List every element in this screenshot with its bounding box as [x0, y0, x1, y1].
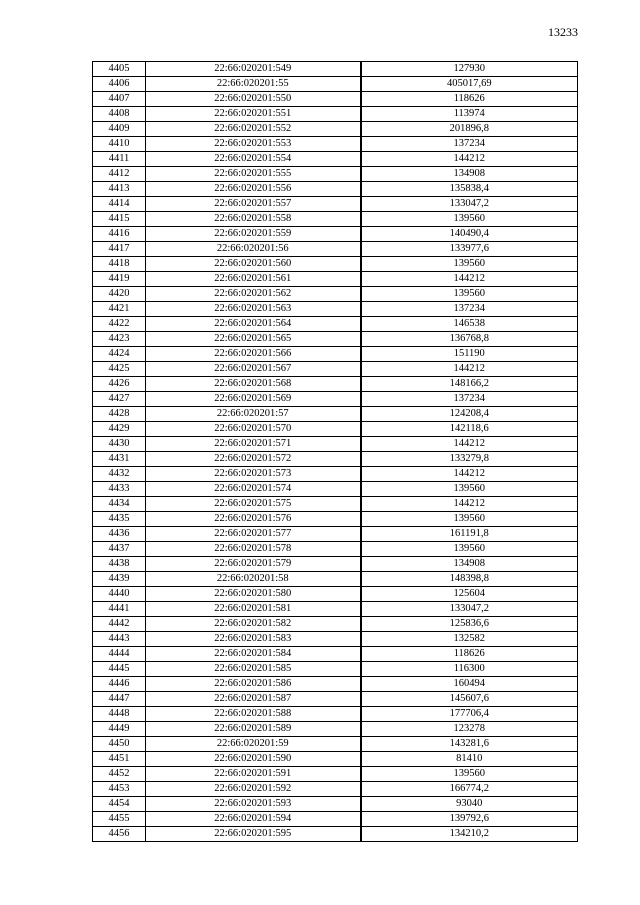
- cadastral-number-cell: 22:66:020201:559: [146, 227, 361, 242]
- table-row: [93, 437, 578, 452]
- cadastral-number-cell: 22:66:020201:578: [146, 542, 361, 557]
- cadastral-value-cell: 113974: [361, 107, 578, 122]
- table-row: [93, 602, 578, 617]
- table-row: [93, 377, 578, 392]
- table-row: [93, 167, 578, 182]
- cadastral-value-table: [92, 61, 578, 842]
- cadastral-value-cell: 136768,8: [361, 332, 578, 347]
- cadastral-value-cell: 124208,4: [361, 407, 578, 422]
- cadastral-number-cell: 22:66:020201:583: [146, 632, 361, 647]
- table-row: [93, 677, 578, 692]
- row-number-cell: 4452: [93, 767, 146, 782]
- row-number-cell: 4424: [93, 347, 146, 362]
- row-number-cell: 4441: [93, 602, 146, 617]
- row-number-cell: 4444: [93, 647, 146, 662]
- row-number-cell: 4436: [93, 527, 146, 542]
- table-row: [93, 827, 578, 842]
- cadastral-value-cell: 118626: [361, 647, 578, 662]
- row-number-cell: 4439: [93, 572, 146, 587]
- table-row: [93, 767, 578, 782]
- row-number-cell: 4428: [93, 407, 146, 422]
- cadastral-number-cell: 22:66:020201:56: [146, 242, 361, 257]
- row-number-cell: 4406: [93, 77, 146, 92]
- table-row: [93, 737, 578, 752]
- cadastral-number-cell: 22:66:020201:582: [146, 617, 361, 632]
- cadastral-value-cell: 125836,6: [361, 617, 578, 632]
- row-number-cell: 4419: [93, 272, 146, 287]
- row-number-cell: 4449: [93, 722, 146, 737]
- row-number-cell: 4437: [93, 542, 146, 557]
- cadastral-value-cell: 148166,2: [361, 377, 578, 392]
- row-number-cell: 4429: [93, 422, 146, 437]
- table-row: [93, 542, 578, 557]
- cadastral-value-cell: 140490,4: [361, 227, 578, 242]
- cadastral-number-cell: 22:66:020201:568: [146, 377, 361, 392]
- table-row: [93, 77, 578, 92]
- cadastral-value-cell: 118626: [361, 92, 578, 107]
- cadastral-value-cell: 93040: [361, 797, 578, 812]
- cadastral-value-cell: 161191,8: [361, 527, 578, 542]
- row-number-cell: 4414: [93, 197, 146, 212]
- cadastral-value-cell: 144212: [361, 272, 578, 287]
- cadastral-number-cell: 22:66:020201:555: [146, 167, 361, 182]
- cadastral-number-cell: 22:66:020201:573: [146, 467, 361, 482]
- cadastral-value-cell: 137234: [361, 302, 578, 317]
- cadastral-number-cell: 22:66:020201:585: [146, 662, 361, 677]
- table-row: [93, 722, 578, 737]
- cadastral-value-cell: 137234: [361, 137, 578, 152]
- table-row: [93, 152, 578, 167]
- row-number-cell: 4453: [93, 782, 146, 797]
- table-row: [93, 752, 578, 767]
- row-number-cell: 4440: [93, 587, 146, 602]
- table-row: [93, 587, 578, 602]
- cadastral-value-cell: 125604: [361, 587, 578, 602]
- cadastral-value-cell: 160494: [361, 677, 578, 692]
- cadastral-value-cell: 137234: [361, 392, 578, 407]
- cadastral-value-cell: 134908: [361, 167, 578, 182]
- cadastral-number-cell: 22:66:020201:557: [146, 197, 361, 212]
- cadastral-number-cell: 22:66:020201:556: [146, 182, 361, 197]
- row-number-cell: 4411: [93, 152, 146, 167]
- table-row: [93, 197, 578, 212]
- row-number-cell: 4435: [93, 512, 146, 527]
- row-number-cell: 4409: [93, 122, 146, 137]
- table-row: [93, 527, 578, 542]
- cadastral-number-cell: 22:66:020201:572: [146, 452, 361, 467]
- cadastral-value-cell: 123278: [361, 722, 578, 737]
- cadastral-number-cell: 22:66:020201:574: [146, 482, 361, 497]
- cadastral-number-cell: 22:66:020201:570: [146, 422, 361, 437]
- row-number-cell: 4445: [93, 662, 146, 677]
- row-number-cell: 4423: [93, 332, 146, 347]
- cadastral-number-cell: 22:66:020201:592: [146, 782, 361, 797]
- table-row: [93, 227, 578, 242]
- cadastral-value-cell: 133977,6: [361, 242, 578, 257]
- row-number-cell: 4416: [93, 227, 146, 242]
- cadastral-number-cell: 22:66:020201:584: [146, 647, 361, 662]
- cadastral-number-cell: 22:66:020201:552: [146, 122, 361, 137]
- row-number-cell: 4456: [93, 827, 146, 842]
- table-row: [93, 137, 578, 152]
- cadastral-number-cell: 22:66:020201:579: [146, 557, 361, 572]
- table-row: [93, 107, 578, 122]
- cadastral-number-cell: 22:66:020201:576: [146, 512, 361, 527]
- cadastral-value-cell: 139560: [361, 287, 578, 302]
- row-number-cell: 4450: [93, 737, 146, 752]
- cadastral-value-cell: 405017,69: [361, 77, 578, 92]
- row-number-cell: 4446: [93, 677, 146, 692]
- cadastral-number-cell: 22:66:020201:588: [146, 707, 361, 722]
- cadastral-number-cell: 22:66:020201:564: [146, 317, 361, 332]
- cadastral-number-cell: 22:66:020201:550: [146, 92, 361, 107]
- cadastral-value-cell: 145607,6: [361, 692, 578, 707]
- cadastral-number-cell: 22:66:020201:586: [146, 677, 361, 692]
- cadastral-value-cell: 81410: [361, 752, 578, 767]
- cadastral-number-cell: 22:66:020201:560: [146, 257, 361, 272]
- table-row: [93, 242, 578, 257]
- cadastral-value-cell: 127930: [361, 62, 578, 77]
- row-number-cell: 4415: [93, 212, 146, 227]
- table-row: [93, 92, 578, 107]
- cadastral-value-cell: 134210,2: [361, 827, 578, 842]
- row-number-cell: 4412: [93, 167, 146, 182]
- table-row: [93, 662, 578, 677]
- table-row: [93, 557, 578, 572]
- cadastral-number-cell: 22:66:020201:587: [146, 692, 361, 707]
- cadastral-number-cell: 22:66:020201:575: [146, 497, 361, 512]
- cadastral-value-cell: 177706,4: [361, 707, 578, 722]
- cadastral-value-cell: 144212: [361, 467, 578, 482]
- row-number-cell: 4410: [93, 137, 146, 152]
- table-row: [93, 812, 578, 827]
- table-row: [93, 647, 578, 662]
- table-row: [93, 317, 578, 332]
- cadastral-value-cell: 133047,2: [361, 602, 578, 617]
- cadastral-number-cell: 22:66:020201:581: [146, 602, 361, 617]
- table-row: [93, 212, 578, 227]
- cadastral-number-cell: 22:66:020201:563: [146, 302, 361, 317]
- table-row: [93, 407, 578, 422]
- cadastral-number-cell: 22:66:020201:590: [146, 752, 361, 767]
- row-number-cell: 4418: [93, 257, 146, 272]
- cadastral-number-cell: 22:66:020201:558: [146, 212, 361, 227]
- row-number-cell: 4408: [93, 107, 146, 122]
- cadastral-value-cell: 142118,6: [361, 422, 578, 437]
- table-row: [93, 572, 578, 587]
- cadastral-number-cell: 22:66:020201:565: [146, 332, 361, 347]
- row-number-cell: 4417: [93, 242, 146, 257]
- row-number-cell: 4407: [93, 92, 146, 107]
- row-number-cell: 4413: [93, 182, 146, 197]
- table-row: [93, 467, 578, 482]
- cadastral-number-cell: 22:66:020201:580: [146, 587, 361, 602]
- cadastral-value-cell: 139560: [361, 542, 578, 557]
- cadastral-value-cell: 139792,6: [361, 812, 578, 827]
- table-row: [93, 797, 578, 812]
- table-row: [93, 512, 578, 527]
- page-number: 13233: [548, 25, 578, 39]
- table-row: [93, 482, 578, 497]
- cadastral-value-cell: 135838,4: [361, 182, 578, 197]
- table-row: [93, 302, 578, 317]
- cadastral-number-cell: 22:66:020201:571: [146, 437, 361, 452]
- cadastral-number-cell: 22:66:020201:57: [146, 407, 361, 422]
- cadastral-number-cell: 22:66:020201:549: [146, 62, 361, 77]
- cadastral-value-cell: 139560: [361, 767, 578, 782]
- table-row: [93, 497, 578, 512]
- table-row: [93, 257, 578, 272]
- table-row: [93, 287, 578, 302]
- row-number-cell: 4427: [93, 392, 146, 407]
- row-number-cell: 4432: [93, 467, 146, 482]
- table-row: [93, 707, 578, 722]
- row-number-cell: 4443: [93, 632, 146, 647]
- row-number-cell: 4433: [93, 482, 146, 497]
- row-number-cell: 4434: [93, 497, 146, 512]
- cadastral-number-cell: 22:66:020201:58: [146, 572, 361, 587]
- cadastral-number-cell: 22:66:020201:551: [146, 107, 361, 122]
- table-row: [93, 182, 578, 197]
- cadastral-number-cell: 22:66:020201:554: [146, 152, 361, 167]
- table-row: [93, 122, 578, 137]
- row-number-cell: 4430: [93, 437, 146, 452]
- cadastral-value-cell: 116300: [361, 662, 578, 677]
- cadastral-number-cell: 22:66:020201:591: [146, 767, 361, 782]
- table-row: [93, 347, 578, 362]
- cadastral-number-cell: 22:66:020201:589: [146, 722, 361, 737]
- row-number-cell: 4454: [93, 797, 146, 812]
- cadastral-value-cell: 139560: [361, 512, 578, 527]
- cadastral-number-cell: 22:66:020201:577: [146, 527, 361, 542]
- cadastral-value-cell: 139560: [361, 257, 578, 272]
- table-body: [93, 62, 578, 842]
- table-row: [93, 422, 578, 437]
- cadastral-number-cell: 22:66:020201:561: [146, 272, 361, 287]
- row-number-cell: 4438: [93, 557, 146, 572]
- cadastral-value-cell: 201896,8: [361, 122, 578, 137]
- row-number-cell: 4405: [93, 62, 146, 77]
- cadastral-value-cell: 148398,8: [361, 572, 578, 587]
- cadastral-value-cell: 144212: [361, 437, 578, 452]
- table-row: [93, 782, 578, 797]
- row-number-cell: 4442: [93, 617, 146, 632]
- table-row: [93, 632, 578, 647]
- cadastral-number-cell: 22:66:020201:595: [146, 827, 361, 842]
- cadastral-value-cell: 146538: [361, 317, 578, 332]
- cadastral-value-cell: 139560: [361, 212, 578, 227]
- row-number-cell: 4420: [93, 287, 146, 302]
- cadastral-number-cell: 22:66:020201:594: [146, 812, 361, 827]
- table-row: [93, 452, 578, 467]
- table-row: [93, 392, 578, 407]
- cadastral-value-cell: 166774,2: [361, 782, 578, 797]
- cadastral-value-cell: 144212: [361, 497, 578, 512]
- cadastral-number-cell: 22:66:020201:567: [146, 362, 361, 377]
- table-row: [93, 272, 578, 287]
- cadastral-value-cell: 144212: [361, 152, 578, 167]
- row-number-cell: 4421: [93, 302, 146, 317]
- row-number-cell: 4455: [93, 812, 146, 827]
- cadastral-value-cell: 134908: [361, 557, 578, 572]
- row-number-cell: 4425: [93, 362, 146, 377]
- row-number-cell: 4447: [93, 692, 146, 707]
- table-row: [93, 62, 578, 77]
- row-number-cell: 4422: [93, 317, 146, 332]
- row-number-cell: 4431: [93, 452, 146, 467]
- cadastral-number-cell: 22:66:020201:55: [146, 77, 361, 92]
- cadastral-value-cell: 133047,2: [361, 197, 578, 212]
- cadastral-value-cell: 133279,8: [361, 452, 578, 467]
- table-row: [93, 692, 578, 707]
- row-number-cell: 4426: [93, 377, 146, 392]
- cadastral-number-cell: 22:66:020201:59: [146, 737, 361, 752]
- table-row: [93, 362, 578, 377]
- cadastral-number-cell: 22:66:020201:569: [146, 392, 361, 407]
- cadastral-value-cell: 143281,6: [361, 737, 578, 752]
- cadastral-number-cell: 22:66:020201:553: [146, 137, 361, 152]
- table-row: [93, 332, 578, 347]
- row-number-cell: 4451: [93, 752, 146, 767]
- cadastral-value-cell: 132582: [361, 632, 578, 647]
- cadastral-number-cell: 22:66:020201:562: [146, 287, 361, 302]
- cadastral-value-cell: 139560: [361, 482, 578, 497]
- row-number-cell: 4448: [93, 707, 146, 722]
- table-row: [93, 617, 578, 632]
- cadastral-number-cell: 22:66:020201:593: [146, 797, 361, 812]
- cadastral-value-cell: 144212: [361, 362, 578, 377]
- cadastral-value-cell: 151190: [361, 347, 578, 362]
- cadastral-number-cell: 22:66:020201:566: [146, 347, 361, 362]
